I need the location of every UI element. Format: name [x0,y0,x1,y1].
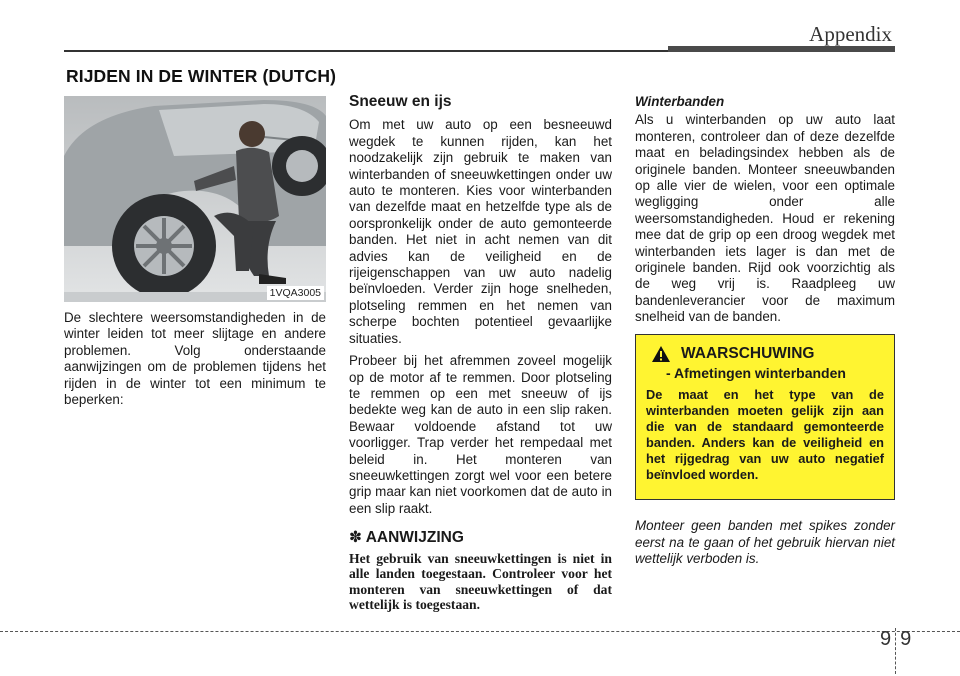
column-left [64,310,326,414]
header-rule-accent [668,46,895,52]
paragraph-snow-2: Probeer bij het afremmen zoveel mogelijk op de motor af te remmen. Door plotseling te remmen op een met sneeuw of ijs bedekte weg kan de auto in een slip raken. Bewaar voldoende afstand tot uw voorligger. Trap verder het rempedaal met beleid in. Het monteren van sneeuwkettingen zorgt wel voor een betere grip maar kan niet voorkomen dat de auto in een slip raakt. [349,353,612,516]
header-rule [64,50,668,52]
heading-winter-tires: Winterbanden [635,94,725,109]
spikes-note: Monteer geen banden met spikes zonder eerst na te gaan of het gebruik hiervan niet wettelijk verboden is. [635,518,895,566]
warning-title: WAARSCHUWING [681,344,815,362]
heading-snow-ice: Sneeuw en ijs [349,93,452,110]
page-number-chapter: 9 [880,628,892,650]
warning-body: De maat en het type van de winterbanden moeten gelijk zijn aan die van de standaard gemonteerde banden. Anders kan de veiligheid en het rijgedrag van uw auto negatief beïnvloed worden. [646,387,884,483]
warning-triangle-icon [651,345,671,363]
footer-divider [0,631,960,632]
page-number [880,628,911,674]
paragraph-snow-1: Om met uw auto op een besneeuwd wegdek te kunnen rijden, kan het noodzakelijk zijn gebruik te maken van winterbanden of sneeuwkettingen onder uw auto te monteren. Kies voor winterbanden van dezelfde maat en hetzelfde type als de oorspronkelijk onder de auto gemonteerde banden. Het niet in acht nemen van dit advies kan de veiligheid en de rijeigenschappen van uw auto nadelig beïnvloeden. Verder zijn hoge snelheden, plotseling remmen en het nemen van scherpe bochten potentieel gevaarlijke situaties. [349,117,612,346]
column-right [635,94,895,573]
car-tire-illustration [64,96,326,302]
column-middle [349,94,612,619]
warning-box [635,334,895,500]
warning-subtitle: - Afmetingen winterbanden [666,364,846,381]
notice-body: Het gebruik van sneeuwkettingen is niet in alle landen toegestaan. Controleer voor het monteren van sneeuwkettingen of dat wettelijk is toegestaan. [349,550,612,613]
figure-illustration [64,96,326,302]
section-title: RIJDEN IN DE WINTER (DUTCH) [66,66,337,86]
notice-title: ✽ AANWIJZING [349,529,464,547]
paragraph-winter-tires: Als u winterbanden op uw auto laat monteren, controleer dan of deze dezelfde maat en beladingsindex hebben als de originele banden. Monteer sneeuwbanden op alle vier de wielen, voor een optimale wegligging onder alle weersomstandigheden. Houd er rekening mee dat de grip op een droog wegdek met winterbanden iets lager is dan met de originele banden. Rijd ook voorzichtig als de weg vrij is. Raadpleeg uw bandenleverancier voor de maximum snelheid van de banden. [635,112,895,325]
figure-label: 1VQA3005 [267,286,324,300]
page-number-separator [895,628,896,674]
intro-paragraph: De slechtere weersomstandigheden in de winter leiden tot meer slijtage en andere problemen. Volg onderstaande aanwijzingen om de problemen tijdens het rijden in de winter tot een minimum te beperken: [64,310,326,408]
page-number-page: 9 [900,628,912,650]
header-title: Appendix [809,22,892,46]
